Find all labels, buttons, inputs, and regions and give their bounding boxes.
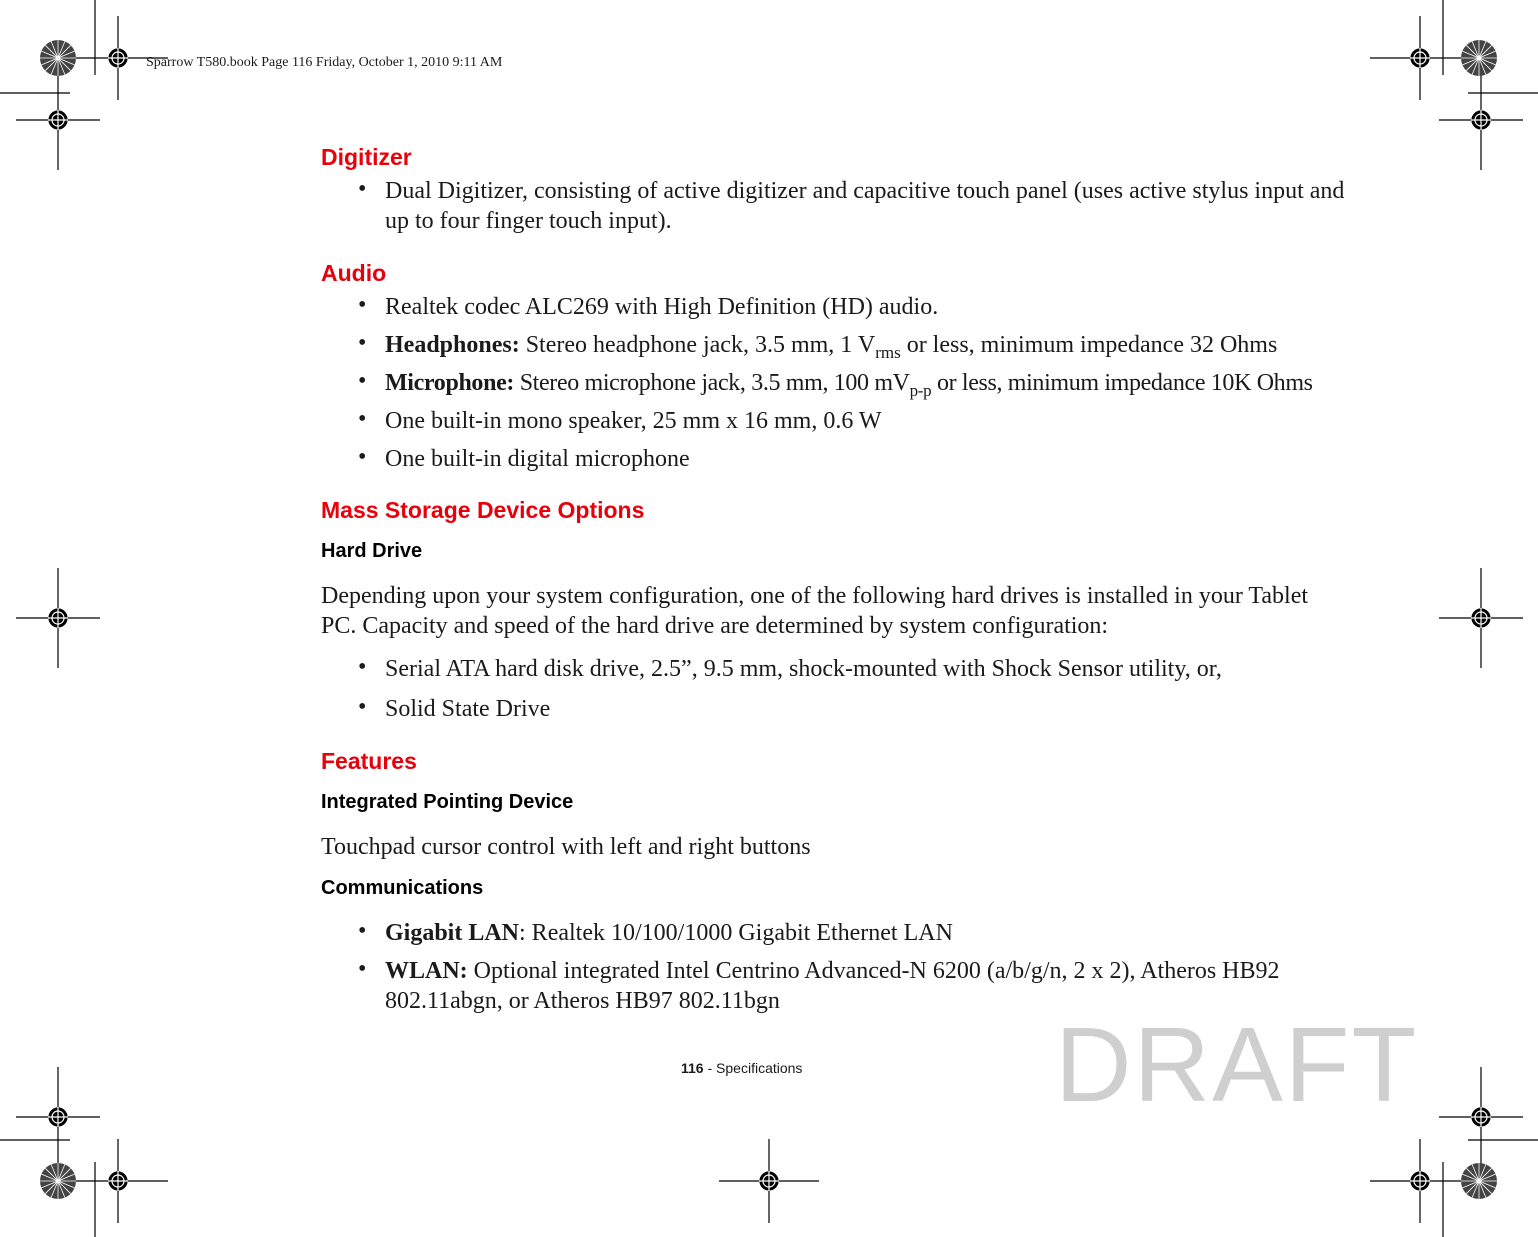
page-footer xyxy=(681,1060,802,1076)
audio-mic-item: One built-in digital microphone xyxy=(385,446,690,472)
draft-watermark: DRAFT xyxy=(1055,1006,1419,1124)
microphone-label: Microphone: xyxy=(385,370,515,396)
microphone-sub: p-p xyxy=(909,381,932,400)
audio-headphones-item xyxy=(385,330,1385,360)
headphones-tail: or less, minimum impedance 32 Ohms xyxy=(906,332,1278,358)
wlan-label: WLAN: xyxy=(385,958,468,984)
lan-label: Gigabit LAN xyxy=(385,920,520,946)
lan-text: : Realtek 10/100/1000 Gigabit Ethernet LAN xyxy=(519,920,953,946)
bullet: • xyxy=(358,694,367,720)
subtitle-communications: Communications xyxy=(321,877,484,899)
headphones-label: Headphones: xyxy=(385,332,520,358)
microphone-text: Stereo microphone jack, 3.5 mm, 100 mV xyxy=(519,370,910,396)
bullet: • xyxy=(358,292,367,318)
bullet: • xyxy=(358,406,367,432)
hard-drive-line-1: Depending upon your system configuration, one of the following hard drives is installed in your Tablet xyxy=(321,583,1309,609)
digitizer-bullet xyxy=(385,176,1385,236)
digitizer-line-1: Dual Digitizer, consisting of active digitizer and capacitive touch panel (uses active stylus input and xyxy=(385,178,1345,204)
audio-speaker-item: One built-in mono speaker, 25 mm x 16 mm, 0.6 W xyxy=(385,408,882,434)
bullet: • xyxy=(358,918,367,944)
bullet: • xyxy=(358,654,367,680)
section-title-mass-storage: Mass Storage Device Options xyxy=(321,497,645,523)
bullet: • xyxy=(358,956,367,982)
lan-item xyxy=(385,918,1385,948)
headphones-sub: rms xyxy=(875,343,901,362)
bullet: • xyxy=(358,444,367,470)
microphone-tail: or less, minimum impedance 10K Ohms xyxy=(936,370,1313,396)
subtitle-hard-drive: Hard Drive xyxy=(321,540,423,562)
section-title-features: Features xyxy=(321,748,417,774)
book-info-header: Sparrow T580.book Page 116 Friday, October 1, 2010 9:11 AM xyxy=(146,55,503,70)
footer-separator: - xyxy=(703,1060,717,1076)
storage-sata-item: Serial ATA hard disk drive, 2.5”, 9.5 mm, shock-mounted with Shock Sensor utility, or, xyxy=(385,656,1222,682)
headphones-text: Stereo headphone jack, 3.5 mm, 1 V xyxy=(525,332,876,358)
wlan-line-1: Optional integrated Intel Centrino Advanced-N 6200 (a/b/g/n, 2 x 2), Atheros HB92 xyxy=(473,958,1280,984)
audio-codec-item: Realtek codec ALC269 with High Definition (HD) audio. xyxy=(385,294,939,320)
pointing-device-text: Touchpad cursor control with left and right buttons xyxy=(321,834,811,860)
page-number: 116 xyxy=(681,1060,704,1076)
digitizer-line-2: up to four finger touch input). xyxy=(385,208,672,234)
bullet: • xyxy=(358,368,367,394)
footer-section: Specifications xyxy=(716,1060,803,1076)
subtitle-pointing-device: Integrated Pointing Device xyxy=(321,791,574,813)
hard-drive-paragraph xyxy=(321,581,1381,641)
bullet: • xyxy=(358,330,367,356)
bullet: • xyxy=(358,176,367,202)
wlan-line-2: 802.11abgn, or Atheros HB97 802.11bgn xyxy=(385,988,780,1014)
section-title-audio: Audio xyxy=(321,260,387,286)
section-title-digitizer: Digitizer xyxy=(321,144,412,170)
hard-drive-line-2: PC. Capacity and speed of the hard drive are determined by system configuration: xyxy=(321,613,1109,639)
storage-ssd-item: Solid State Drive xyxy=(385,696,551,722)
audio-microphone-item xyxy=(385,368,1385,398)
